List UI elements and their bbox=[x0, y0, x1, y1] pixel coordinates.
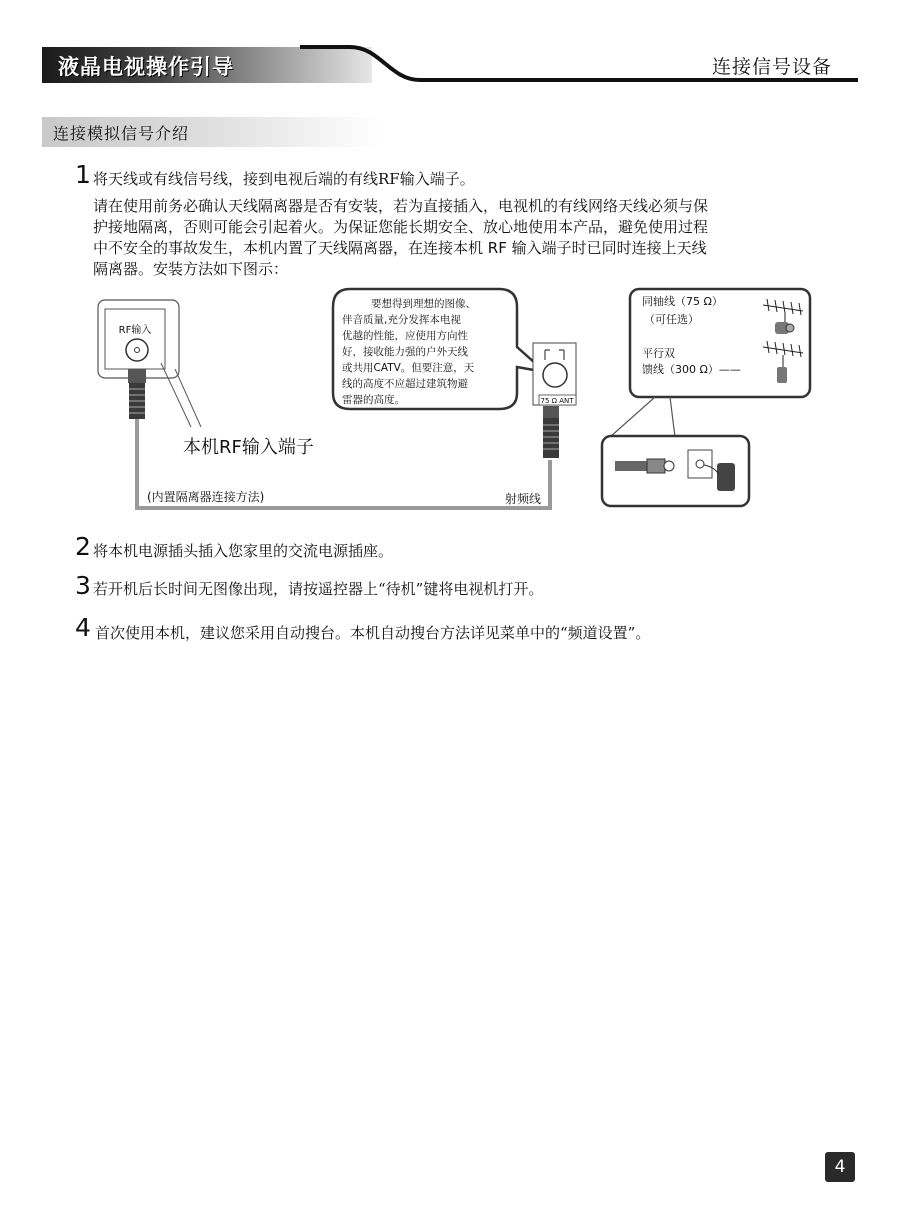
step-number: 1 bbox=[75, 160, 91, 189]
page-number: 4 bbox=[825, 1152, 855, 1182]
step-text: 将本机电源插头插入您家里的交流电源插座。 bbox=[93, 542, 394, 560]
connection-diagram bbox=[95, 285, 815, 515]
twin-lead-label: 平行双 bbox=[642, 347, 675, 360]
coax-label: 同轴线（75 Ω） bbox=[642, 295, 723, 308]
section-title: 连接模拟信号介绍 bbox=[53, 124, 190, 143]
step-text: 首次使用本机，建议您采用自动搜台。本机自动搜台方法详见菜单中的“频道设置”。 bbox=[95, 624, 651, 642]
step-text: 将天线或有线信号线，接到电视后端的有线RF输入端子。 bbox=[93, 170, 475, 188]
coax-connector-icon bbox=[775, 322, 794, 334]
step-number: 3 bbox=[75, 571, 91, 600]
step-number: 2 bbox=[75, 532, 91, 561]
ant-socket-icon bbox=[543, 363, 567, 387]
rf-plug-icon bbox=[128, 369, 146, 419]
tip-text: 要想得到理想的图像、 伴音质量,充分发挥本电视 优越的性能，应使用方向性 好，接收能力强的户外天线 或共用CATV。但要注意，天 线的高度不应超过建筑物避 雷器的高度。 bbox=[342, 298, 476, 406]
balun-adapter-icon bbox=[615, 459, 674, 473]
warning-line: 请在使用前务必确认天线隔离器是否有安装，若为直接插入，电视机的有线网络天线必须与保 bbox=[93, 197, 709, 215]
ant-label: 75 Ω ANT bbox=[540, 397, 574, 405]
ant-plug-icon bbox=[543, 406, 559, 458]
coax-optional-label: （可任选） bbox=[644, 313, 699, 326]
rf-socket-icon bbox=[126, 339, 148, 361]
rf-port-label: RF输入 bbox=[118, 325, 152, 336]
warning-line: 隔离器。安装方法如下图示： bbox=[93, 260, 289, 278]
header-title: 液晶电视操作引导 bbox=[58, 55, 234, 79]
warning-line: 护接地隔离，否则可能会引起着火。为保证您能长期安全、放心地使用本产品，避免使用过程 bbox=[93, 218, 709, 236]
rf-terminal-label: 本机RF输入端子 bbox=[183, 437, 314, 458]
builtin-isolator-label: (内置隔离器连接方法) bbox=[147, 490, 265, 504]
warning-paragraph bbox=[93, 196, 815, 280]
warning-line: 中不安全的事故发生，本机内置了天线隔离器，在连接本机 RF 输入端子时已同时连接上天线 bbox=[93, 239, 707, 257]
cable-label: 射频线 bbox=[505, 492, 542, 506]
step-text: 若开机后长时间无图像出现，请按遥控器上“待机”键将电视机打开。 bbox=[93, 580, 544, 598]
twin-lead-connector-icon bbox=[777, 367, 787, 383]
header-section-title: 连接信号设备 bbox=[712, 56, 833, 78]
step-number: 4 bbox=[75, 613, 91, 642]
twin-lead-label-2: 馈线（300 Ω）—— bbox=[642, 363, 741, 376]
